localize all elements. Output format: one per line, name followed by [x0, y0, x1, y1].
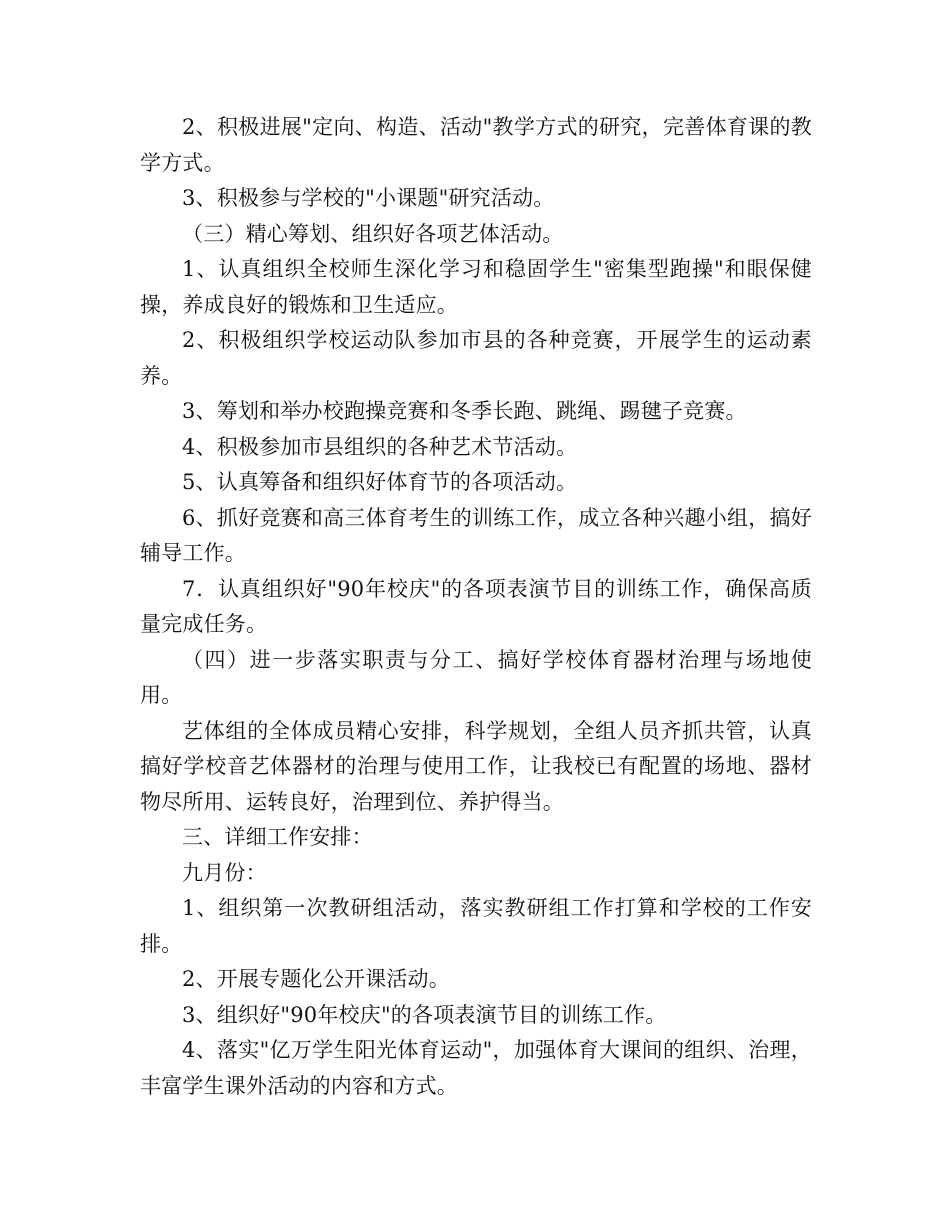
paragraph: 3、筹划和举办校跑操竞赛和冬季长跑、跳绳、踢毽子竞赛。	[182, 399, 747, 423]
section-heading: （四）进一步落实职责与分工、搞好学校体育器材治理与场地使用。	[140, 647, 812, 707]
paragraph: 6、抓好竞赛和高三体育考生的训练工作，成立各种兴趣小组，搞好辅导工作。	[140, 505, 812, 565]
paragraph: 3、组织好"90年校庆"的各项表演节目的训练工作。	[182, 1002, 667, 1027]
paragraph: 4、落实"亿万学生阳光体育运动"，加强体育大课间的组织、治理，丰富学生课外活动的内容和方式。	[140, 1038, 812, 1098]
paragraph: 1、组织第一次教研组活动，落实教研组工作打算和学校的工作安排。	[140, 896, 812, 956]
paragraph: 7．认真组织好"90年校庆"的各项表演节目的训练工作，确保高质量完成任务。	[140, 576, 812, 636]
paragraph: 5、认真筹备和组织好体育节的各项活动。	[182, 470, 578, 494]
paragraph: 2、开展专题化公开课活动。	[182, 967, 450, 991]
paragraph: 4、积极参加市县组织的各种艺术节活动。	[182, 434, 578, 459]
section-heading: 三、详细工作安排：	[182, 825, 373, 849]
paragraph: 2、积极进展"定向、构造、活动"教学方式的研究，完善体育课的教学方式。	[140, 115, 812, 175]
paragraph: 1、认真组织全校师生深化学习和稳固学生"密集型跑操"和眼保健操，养成良好的锻炼和卫生适应。	[140, 257, 812, 317]
section-heading: （三）精心筹划、组织好各项艺体活动。	[182, 221, 564, 246]
paragraph: 艺体组的全体成员精心安排，科学规划，全组人员齐抓共管，认真搞好学校音艺体器材的治理与使用工作，让我校已有配置的场地、器材物尽所用、运转良好，治理到位、养护得当。	[140, 718, 812, 814]
document-body	[140, 110, 812, 1104]
paragraph: 3、积极参与学校的"小课题"研究活动。	[182, 186, 555, 210]
month-heading: 九月份：	[182, 860, 267, 885]
paragraph: 2、积极组织学校运动队参加市县的各种竞赛，开展学生的运动素养。	[140, 328, 812, 388]
